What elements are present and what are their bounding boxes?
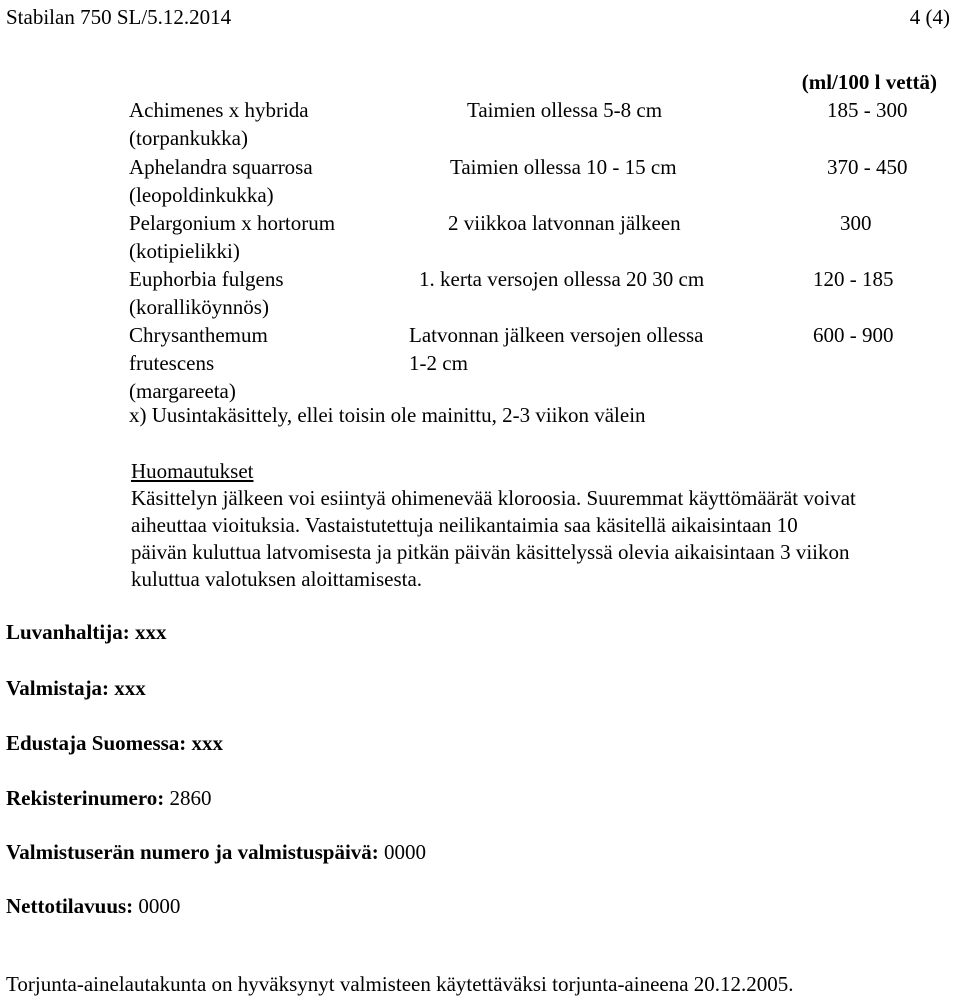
- dose-unit-header: (ml/100 l vettä): [801, 70, 937, 94]
- notes-title: Huomautukset: [131, 459, 254, 483]
- manufacturer: Valmistaja: xxx: [6, 676, 146, 700]
- dose-cell: 370 - 450: [827, 155, 908, 179]
- notes-line: aiheuttaa vioituksia. Vastaistutettuja neilikantaimia saa käsitellä aikaisintaan 10: [131, 513, 798, 537]
- plant-name: Chrysanthemum: [129, 323, 268, 347]
- registration-number-label: Rekisterinumero:: [6, 786, 165, 810]
- registration-number: [6, 786, 212, 811]
- dose-cell: 600 - 900: [813, 323, 894, 347]
- net-volume-label: Nettotilavuus:: [6, 894, 134, 918]
- page-number: 4 (4): [909, 5, 950, 29]
- timing-cell: 1-2 cm: [409, 351, 468, 375]
- plant-common-name: (koralliköynnös): [129, 295, 269, 319]
- notes-line: päivän kuluttua latvomisesta ja pitkän päivän käsittelyssä olevia aikaisintaan 3 viikon: [131, 540, 850, 564]
- registration-number-value: 2860: [164, 786, 212, 810]
- table-footnote: x) Uusintakäsittely, ellei toisin ole mainittu, 2-3 viikon välein: [129, 403, 646, 427]
- plant-common-name: (margareeta): [129, 379, 236, 403]
- plant-name: frutescens: [129, 351, 215, 375]
- plant-name: Achimenes x hybrida: [129, 98, 309, 122]
- timing-cell: Latvonnan jälkeen versojen ollessa: [409, 323, 704, 347]
- batch-number-label: Valmistuserän numero ja valmistuspäivä:: [6, 840, 379, 864]
- notes-line: Käsittelyn jälkeen voi esiintyä ohimenevää kloroosia. Suuremmat käyttömäärät voivat: [131, 486, 856, 510]
- finnish-representative: Edustaja Suomessa: xxx: [6, 731, 224, 755]
- dose-cell: 120 - 185: [813, 267, 894, 291]
- license-holder: Luvanhaltija: xxx: [6, 620, 167, 644]
- notes-section: [131, 458, 951, 593]
- plant-common-name: (torpankukka): [129, 126, 248, 150]
- approval-statement: Torjunta-ainelautakunta on hyväksynyt valmisteen käytettäväksi torjunta-aineena 20.12.2005.: [6, 972, 794, 996]
- timing-cell: Taimien ollessa 10 - 15 cm: [450, 155, 677, 179]
- timing-cell: 2 viikkoa latvonnan jälkeen: [448, 211, 681, 235]
- document-header-title: Stabilan 750 SL/5.12.2014: [6, 5, 232, 29]
- plant-common-name: (kotipielikki): [129, 239, 240, 263]
- dose-cell: 300: [840, 211, 872, 235]
- plant-name: Aphelandra squarrosa: [129, 155, 313, 179]
- dose-cell: 185 - 300: [827, 98, 908, 122]
- net-volume: [6, 894, 180, 919]
- batch-number-value: 0000: [378, 840, 427, 864]
- timing-cell: 1. kerta versojen ollessa 20 30 cm: [419, 267, 705, 291]
- plant-name: Pelargonium x hortorum: [129, 211, 336, 235]
- batch-number: [6, 840, 426, 865]
- plant-common-name: (leopoldinkukka): [129, 183, 274, 207]
- net-volume-value: 0000: [133, 894, 181, 918]
- notes-line: kuluttua valotuksen aloittamisesta.: [131, 567, 423, 591]
- plant-name: Euphorbia fulgens: [129, 267, 284, 291]
- timing-cell: Taimien ollessa 5-8 cm: [467, 98, 663, 122]
